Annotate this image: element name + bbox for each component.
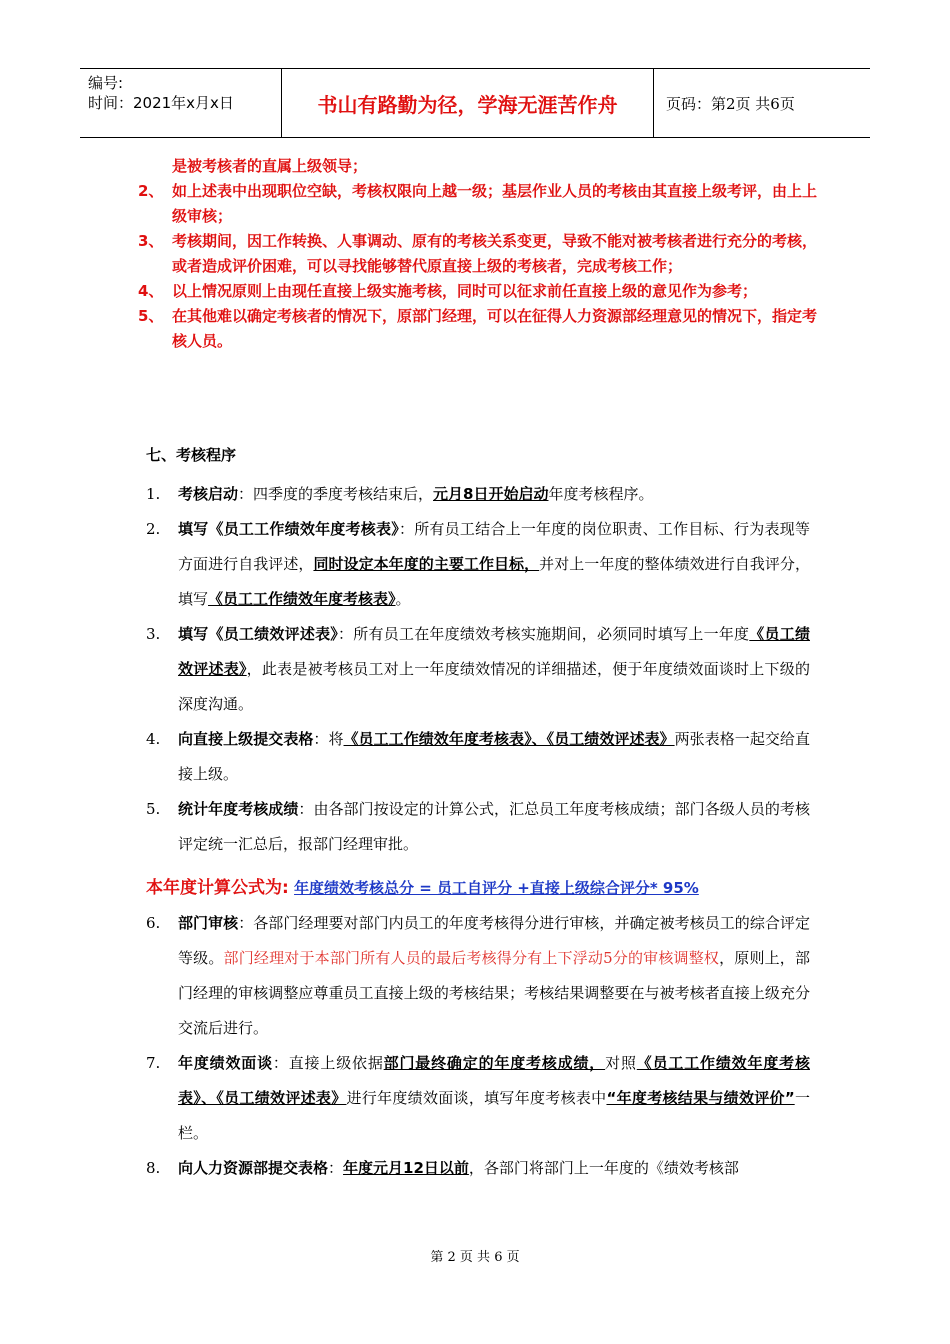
- list-item: 8. 向人力资源部提交表格：年度元月12日以前，各部门将部门上一年度的《绩效考核部: [146, 1159, 739, 1177]
- page-footer: 第 2 页 共 6 页: [430, 1250, 520, 1265]
- list-item: 4. 向直接上级提交表格：将《员工工作绩效年度考核表》、《员工绩效评述表》两张表格一起交给直接上级。: [146, 730, 810, 783]
- list-item: 6. 部门审核：各部门经理要对部门内员工的年度考核得分进行审核，并确定被考核员工的综合评定等级。部门经理对于本部门所有人员的最后考核得分有上下浮动5分的审核调整权，原则上，部门经理的审核调整应尊重员工直接上级的考核结果；考核结果调整要在与被考核者直接上级充分交流后进行。: [146, 914, 810, 1037]
- list-item: 5. 统计年度考核成绩：由各部门按设定的计算公式，汇总员工年度考核成绩；部门各级人员的考核评定统一汇总后，报部门经理审批。: [146, 800, 810, 853]
- list-item: 1. 考核启动：四季度的季度考核结束后，元月8日开始启动年度考核程序。: [146, 485, 654, 503]
- section-title: 七、考核程序: [146, 446, 237, 464]
- formula-label: 本年度计算公式为:: [146, 878, 289, 898]
- list-item: 3、 考核期间，因工作转换、人事调动、原有的考核关系变更，导致不能对被考核者进行充分的考核，或者造成评价困难，可以寻找能够替代原直接上级的考核者，完成考核工作；: [138, 232, 818, 275]
- procedure-steps: [146, 477, 810, 862]
- list-item: 2. 填写《员工工作绩效年度考核表》：所有员工结合上一年度的岗位职责、工作目标、行为表现等方面进行自我评述，同时设定本年度的主要工作目标，并对上一年度的整体绩效进行自我评分，填写《员工工作绩效年度考核表》。: [146, 520, 810, 608]
- list-item: 2、 如上述表中出现职位空缺，考核权限向上越一级；基层作业人员的考核由其直接上级考评，由上上级审核；: [138, 182, 818, 225]
- list-item: 4、 以上情况原则上由现任直接上级实施考核，同时可以征求前任直接上级的意见作为参考；: [138, 282, 758, 300]
- red-rules: [138, 154, 818, 354]
- formula-expression: 年度绩效考核总分 = 员工自评分 +直接上级综合评分* 95%: [294, 879, 699, 897]
- header-meta: [80, 69, 282, 137]
- header-motto: 书山有路勤为径，学海无涯苦作舟: [282, 69, 654, 137]
- header-page-info: 页码：第2页 共6页: [666, 94, 795, 113]
- page-header: [80, 68, 870, 138]
- procedure-steps-continued: [146, 906, 810, 1186]
- list-item: 7. 年度绩效面谈：直接上级依据部门最终确定的年度考核成绩，对照《员工工作绩效年度考核表》、《员工绩效评述表》进行年度绩效面谈，填写年度考核表中“年度考核结果与绩效评价”一栏。: [146, 1054, 810, 1142]
- list-item: 5、 在其他难以确定考核者的情况下，原部门经理，可以在征得人力资源部经理意见的情况下，指定考核人员。: [138, 307, 818, 350]
- list-item: 3. 填写《员工绩效评述表》：所有员工在年度绩效考核实施期间，必须同时填写上一年度《员工绩效评述表》，此表是被考核员工对上一年度绩效情况的详细描述，便于年度绩效面谈时上下级的深度沟通。: [146, 625, 810, 713]
- red-continuation: 是被考核者的直属上级领导；: [172, 157, 368, 175]
- number-label: 编号:: [88, 74, 124, 92]
- formula-line: [146, 876, 699, 900]
- time-label: 时间：2021年x月x日: [88, 94, 234, 112]
